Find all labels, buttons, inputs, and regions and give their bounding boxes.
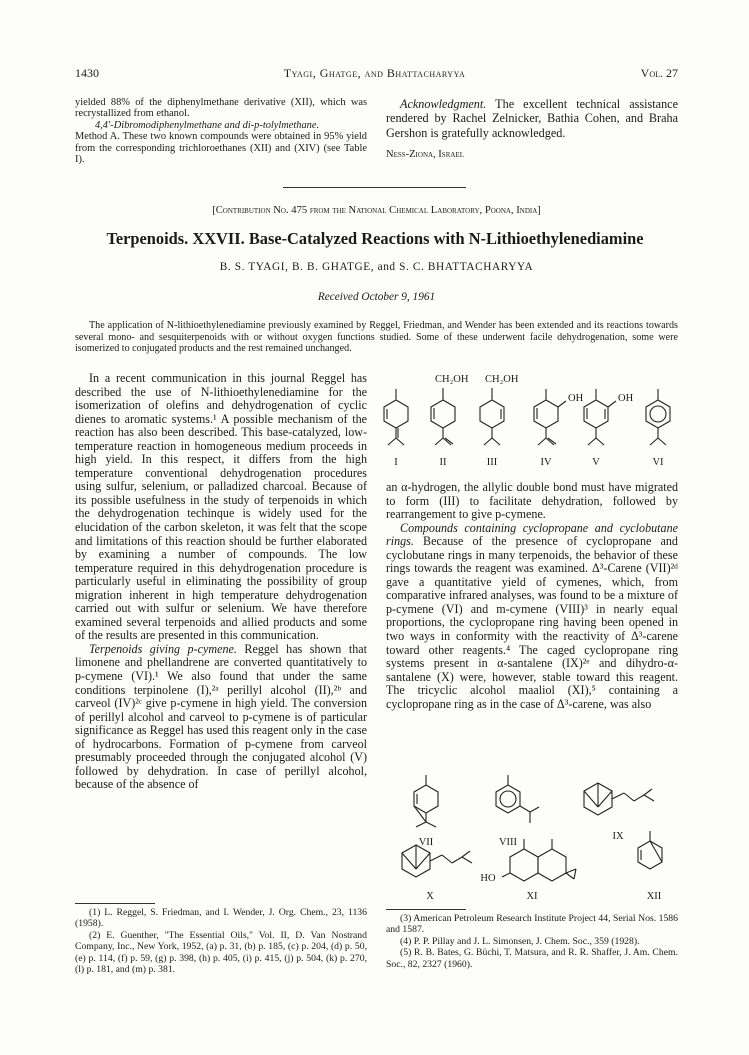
prev-article-left bbox=[75, 97, 367, 165]
structures-figure-2 bbox=[386, 767, 678, 905]
numeral-I: I bbox=[394, 457, 398, 468]
running-title: Tyagi, Ghatge, and Bhattacharyya bbox=[283, 66, 466, 80]
numeral-VII: VII bbox=[418, 837, 434, 848]
structure-VII bbox=[414, 775, 438, 827]
structures-figure-1 bbox=[378, 370, 680, 470]
page-number: 1430 bbox=[75, 66, 99, 80]
received-date: Received October 9, 1961 bbox=[317, 291, 436, 303]
numeral-X: X bbox=[426, 891, 434, 902]
label-ho: HO bbox=[480, 873, 496, 884]
label-ch2oh-2: CH₂OH bbox=[485, 374, 519, 385]
numeral-XI: XI bbox=[526, 891, 538, 902]
right-column bbox=[386, 481, 678, 711]
numeral-V: V bbox=[592, 457, 600, 468]
paragraph-cyclopropane: Because of the presence of cyclopropane and cyclobutane rings in many terpenoids, the behavior of these rings towards the reagent was examined. Δ³-Carene (VII)²ᵈ gave a quantitative yield of cymenes, which, from comparative infrared analyses, was found to be a mixture of p-cymene (VI) and m-cymene (VIII)³ in nearly equal proportions, the cyclopropane ring having been opened in two ways in conformity with the reactivity of Δ³-carene toward other reagents.⁴ The caged cyclopropane ring systems present in α-santalene (IX)²ᵉ and dihydro-α-santalene (X) were, however, stable toward this reagent. The tricyclic alcohol maaliol (XI),⁵ containing a cyclopropane ring as in the case of Δ³-carene, was also bbox=[386, 534, 678, 711]
structure-II bbox=[431, 388, 455, 445]
paragraph-allylic: an α-hydrogen, the allylic double bond must have migrated to form (III) to facilitate dehydration, followed by rearrangement to give p-cymene. bbox=[386, 480, 678, 522]
structure-XII bbox=[638, 831, 662, 869]
prev-article-right bbox=[386, 97, 678, 162]
structure-VIII bbox=[496, 775, 539, 823]
label-oh-1: OH bbox=[568, 393, 584, 404]
location: Ness-Ziona, Israel bbox=[386, 148, 464, 160]
numeral-VI: VI bbox=[652, 457, 664, 468]
footnote-4: (4) P. P. Pillay and J. L. Simonsen, J. Chem. Soc., 359 (1928). bbox=[400, 935, 640, 947]
label-oh-2: OH bbox=[618, 393, 634, 404]
article-title: Terpenoids. XXVII. Base-Catalyzed Reactions with N-Lithioethylenediamine bbox=[106, 229, 644, 248]
paragraph-cymene: Reggel has shown that limonene and phellandrene are converted quantitatively to p-cymene (VI).¹ We also found that under the same conditions terpinolene (I),²ᵃ perillyl alcohol (II),²ᵇ and carveol (IV)²ᶜ give p-cymene in high yield. The conversion of perillyl alcohol and carveol to p-cymene is of particular significance as Reggel has used this reagent only in the case of hydrocarbons. Formation of p-cymene from carveol presumably proceeded through the conjugated alcohol (V) followed by dehydration. In case of perillyl alcohol, because of the absence of bbox=[75, 641, 367, 792]
footnotes-left bbox=[75, 907, 367, 975]
structure-X bbox=[402, 845, 472, 877]
numeral-IV: IV bbox=[540, 457, 552, 468]
footnote-1: (1) L. Reggel, S. Friedman, and I. Wender, J. Org. Chem., 23, 1136 (1958). bbox=[75, 907, 367, 930]
numeral-VIII: VIII bbox=[498, 837, 518, 848]
footnote-3: (3) American Petroleum Research Institute Project 44, Serial Nos. 1586 and 1587. bbox=[386, 913, 678, 936]
prev-article-line: yielded 88% of the diphenylmethane derivative (XII), which was recrystallized from ethanol. bbox=[75, 97, 367, 120]
structure-III bbox=[480, 388, 504, 445]
numeral-IX: IX bbox=[612, 831, 624, 842]
abstract bbox=[75, 320, 678, 355]
structure-IX bbox=[584, 783, 654, 815]
para-heading-cymene: Terpenoids giving p-cymene. bbox=[89, 641, 237, 656]
structure-IV bbox=[534, 389, 566, 445]
structure-V bbox=[584, 389, 616, 445]
numeral-III: III bbox=[486, 457, 498, 468]
left-column bbox=[75, 372, 367, 792]
structure-VI bbox=[646, 389, 670, 445]
divider bbox=[283, 187, 466, 188]
method-text: Method A. These two known compounds were obtained in 95% yield from the corresponding trichloroethanes (XII) and (XIV) (see Table I). bbox=[75, 131, 367, 166]
label-ch2oh-1: CH₂OH bbox=[435, 374, 469, 385]
authors: B. S. TYAGI, B. B. GHATGE, and S. C. BHATTACHARYYA bbox=[219, 261, 534, 273]
ack-heading: Acknowledgment. bbox=[400, 97, 487, 111]
numeral-XII: XII bbox=[646, 891, 662, 902]
footnote-rule-right bbox=[386, 909, 466, 910]
ack-text: The excellent technical assistance rendered by Rachel Zelnicker, Bathia Cohen, and Braha Gershon is gratefully acknowledged. bbox=[386, 97, 678, 140]
volume-label: Vol. 27 bbox=[640, 66, 678, 80]
footnote-rule-left bbox=[75, 903, 155, 904]
footnote-2: (2) E. Guenther, "The Essential Oils," Vol. II, D. Van Nostrand Company, Inc., New York, 1952, (a) p. 31, (b) p. 185, (c) p. 204, (d) p. 50, (e) p. 114, (f) p. 59, (g) p. 398, (h) p. 405, (i) p. 415, (j) p. 504, (k) p. 270, (l) p. 181, and (m) p. 381. bbox=[75, 929, 367, 976]
numeral-II: II bbox=[439, 457, 447, 468]
structure-I bbox=[384, 389, 408, 445]
para-heading-cyclopropane: Compounds containing cyclopropane and cyclobutane rings. bbox=[386, 520, 678, 549]
abstract-text: The application of N-lithioethylenediamine previously examined by Reggel, Friedman, and Wender has been extended and its reactions towards several mono- and sesquiterpenoids with or without oxygen functions studied. Some of these underwent facile dehydrogenation, some were isomerized to conjugated products and the rest remained unchanged. bbox=[75, 320, 678, 355]
paragraph-intro: In a recent communication in this journal Reggel has described the use of N-lithioethylenediamine for the isomerization of olefins and dehydrogenation of cyclic dienes to aromatic systems.¹ A possible mechanism of the reaction has also been described. This base-catalyzed, low-temperature reaction in homogeneous medium proceeds in high yield. In this respect, it differs from the high temperature conventional dehydrogenation procedures using sulfur, selenium, or palladized charcoal. Because of its possible usefulness in the study of terpenoids in which the dehydrogenation techinque is widely used for the elucidation of the carbon skeleton, it was felt that the scope and limitations of this reaction should be further elaborated by examining a number of compounds. The low temperature required in this dehydrogenation procedure is particularly useful in eliminating the possibility of group migration inherent in high temperature dehydrogenation carried out with sulfur or selenium. We have therefore examined several terpenoids and allied products and some of the results are presented in this communication. bbox=[75, 371, 367, 643]
contribution-line: [Contribution No. 475 from the National Chemical Laboratory, Poona, India] bbox=[212, 205, 541, 216]
footnotes-right bbox=[386, 913, 678, 970]
compound-heading: 4,4′-Dibromodiphenylmethane and di-p-tolylmethane. bbox=[95, 119, 320, 131]
footnote-5: (5) R. B. Bates, G. Büchi, T. Matsura, and R. R. Shaffer, J. Am. Chem. Soc., 82, 2327 (1960). bbox=[386, 947, 678, 970]
